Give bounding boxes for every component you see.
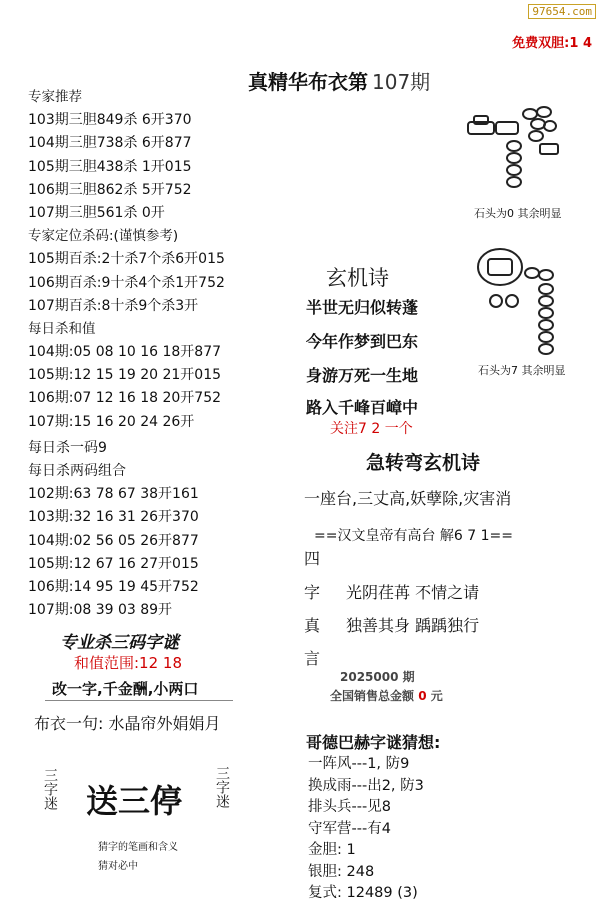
goedel-line: 银胆: 248: [308, 863, 375, 880]
kill-two-line: 102期:63 78 67 38开161: [28, 486, 199, 503]
four-char-label: 言: [304, 649, 321, 668]
goedel-line: 换成雨---出2, 防3: [308, 777, 424, 794]
stone-caption-1: 石头为0 其余明显: [474, 207, 562, 220]
poem-line: 半世无归似转蓬: [306, 298, 419, 317]
expert-line: 107期三胆561杀 0开: [28, 204, 165, 221]
site-watermark: 97654.com: [528, 4, 596, 19]
goedel-line: 守军营---有4: [308, 820, 391, 837]
expert-line: 106期三胆862杀 5开752: [28, 181, 192, 198]
goedel-list: [308, 754, 424, 905]
sales-total-value: 0: [418, 689, 427, 703]
turn-title: 急转弯玄机诗: [366, 452, 481, 474]
expert-line: 103期三胆849杀 6开370: [28, 112, 192, 129]
goedel-line: 排头兵---见8: [308, 799, 391, 815]
expert-line: 105期三胆438杀 1开015: [28, 158, 192, 175]
position-line: 107期百杀:8十杀9个杀3开: [28, 297, 199, 314]
sum-title: 每日杀和值: [28, 320, 96, 337]
kill-two-line: 106期:14 95 19 45开752: [28, 578, 199, 595]
expert-line: 104期三胆738杀 6开877: [28, 135, 192, 152]
sum-line: 104期:05 08 10 16 18开877: [28, 344, 222, 361]
emperor-line: ==汉文皇帝有高台 解6 7 1==: [314, 528, 513, 544]
reward-line: 改一字,千金酬,小两口: [52, 680, 199, 698]
left-column: [28, 86, 225, 622]
poem-line: 身游万死一生地: [306, 366, 419, 385]
buyi-line: 布衣一句: 水晶帘外娟娟月: [34, 714, 221, 733]
sum-line: 105期:12 15 19 20 21开015: [28, 367, 222, 384]
goedel-line: 复式: 12489 (3): [308, 885, 418, 901]
sum-line: 107期:15 16 20 24 26开: [28, 413, 195, 430]
kill-two-title: 每日杀两码组合: [28, 463, 126, 479]
title-issue: 107期: [372, 70, 431, 94]
attention-line: 关注7 2 一个: [330, 421, 413, 437]
xuanji-title: 玄机诗: [326, 266, 389, 290]
turn-line: 一座台,三丈高,妖孽除,灾害消: [304, 489, 512, 508]
sales-issue: 2025000 期: [340, 670, 415, 684]
four-char-text: 光阴荏苒 不情之请: [346, 583, 480, 602]
position-line: 106期百杀:9十杀4个杀1开752: [28, 274, 225, 291]
poem-line: 路入千峰百嶂中: [306, 398, 419, 417]
four-char-text: 独善其身 踽踽独行: [346, 616, 480, 635]
goedel-title: 哥德巴赫字谜猜想:: [306, 733, 441, 752]
kill-two-line: 103期:32 16 31 26开370: [28, 509, 199, 526]
four-char-label: 字: [304, 583, 321, 602]
four-char-label: 真: [304, 616, 321, 635]
riddle-hint: 猜对必中: [98, 861, 138, 872]
free-pair: 免费双胆:1 4: [512, 36, 592, 51]
four-char-label: 四: [304, 549, 321, 568]
title-main: 真精华布衣第: [248, 70, 368, 94]
sum-line: 106期:07 12 16 18 20开752: [28, 390, 222, 407]
riddle-side-left: 三字迷: [42, 768, 58, 810]
kill-two-line: 105期:12 67 16 27开015: [28, 555, 199, 572]
riddle-side-right: 三字迷: [214, 766, 230, 808]
kill-one: 每日杀一码9: [28, 439, 107, 456]
divider: [45, 700, 233, 701]
riddle-hint: 猜字的笔画和含义: [98, 842, 178, 853]
stone-caption-2: 石头为7 其余明显: [478, 364, 566, 377]
kill-two-line: 107期:08 39 03 89开: [28, 602, 173, 619]
sales-total: [330, 687, 443, 704]
goedel-line: 金胆: 1: [308, 842, 356, 858]
page-title: [248, 66, 430, 95]
poem-line: 今年作梦到巴东: [306, 332, 419, 351]
stone-figure-1: [460, 100, 590, 200]
kill-two-line: 104期:02 56 05 26开877: [28, 532, 199, 549]
position-title: 专家定位杀码:(谨慎参考): [28, 228, 179, 245]
riddle-big: 送三停: [86, 782, 183, 820]
expert-title: 专家推荐: [28, 89, 82, 105]
sum-range: 和值范围:12 18: [74, 654, 182, 672]
riddle-title: 专业杀三码字谜: [60, 633, 179, 653]
sales-total-prefix: 全国销售总金额: [330, 689, 415, 703]
position-line: 105期百杀:2十杀7个杀6开015: [28, 251, 225, 268]
stone-figure-2: [470, 245, 570, 355]
goedel-line: 一阵风---1, 防9: [308, 756, 410, 772]
sales-total-unit: 元: [430, 689, 443, 703]
